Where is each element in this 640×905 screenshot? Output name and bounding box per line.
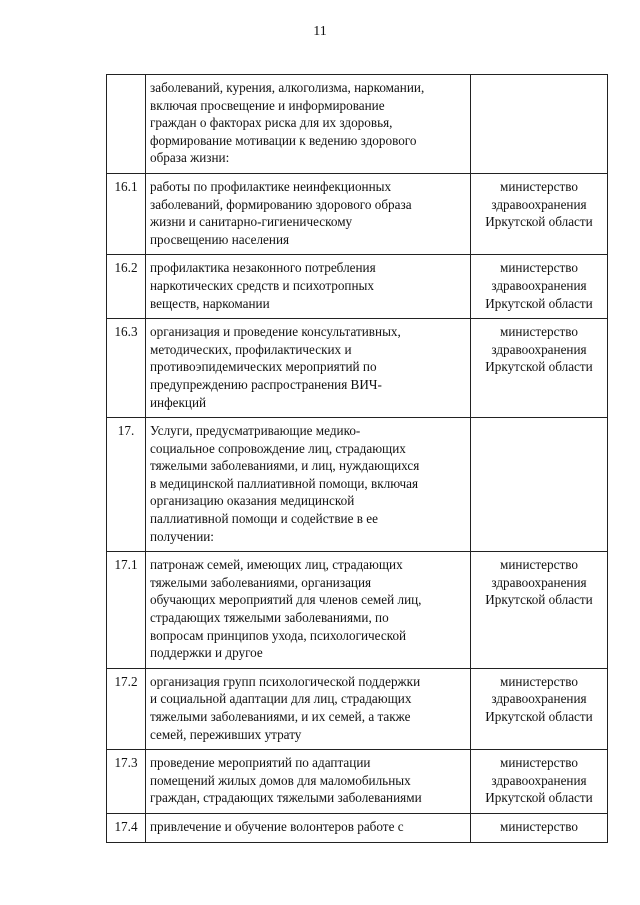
service-description: организация и проведение консультативных, методических, профилактических и противоэпидемических мероприятий по предупреждению распространения ВИЧ- инфекций [146,319,471,418]
table-row [107,173,608,254]
responsible-party: министерство [471,813,608,842]
service-description: заболеваний, курения, алкоголизма, наркомании, включая просвещение и информирование граждан о факторах риска для их здоровья, формирование мотивации к ведению здорового образа жизни: [146,75,471,174]
row-number: 17.2 [107,668,146,749]
service-description: проведение мероприятий по адаптации помещений жилых домов для маломобильных граждан, страдающих тяжелыми заболеваниями [146,750,471,814]
responsible-party: министерство здравоохранения Иркутской области [471,255,608,319]
service-description: патронаж семей, имеющих лиц, страдающих тяжелыми заболеваниями, организация обучающих мероприятий для членов семей лиц, страдающих тяжелыми заболеваниями, по вопросам принципов ухода, психологической поддержки и другое [146,552,471,669]
service-description: привлечение и обучение волонтеров работе с [146,813,471,842]
responsible-party [471,418,608,552]
services-table [106,74,608,843]
service-description: работы по профилактике неинфекционных заболеваний, формированию здорового образа жизни и санитарно-гигиеническому просвещению населения [146,173,471,254]
row-number [107,75,146,174]
responsible-party: министерство здравоохранения Иркутской области [471,319,608,418]
table-row [107,319,608,418]
row-number: 16.2 [107,255,146,319]
responsible-party: министерство здравоохранения Иркутской области [471,750,608,814]
responsible-party: министерство здравоохранения Иркутской области [471,552,608,669]
table-row [107,750,608,814]
responsible-party: министерство здравоохранения Иркутской области [471,173,608,254]
row-number: 17.1 [107,552,146,669]
responsible-party [471,75,608,174]
page-number: 11 [313,24,327,39]
row-number: 17.4 [107,813,146,842]
table-row [107,75,608,174]
row-number: 17. [107,418,146,552]
table-row [107,552,608,669]
row-number: 16.1 [107,173,146,254]
table-row [107,668,608,749]
table-row [107,418,608,552]
service-description: организация групп психологической поддержки и социальной адаптации для лиц, страдающих тяжелыми заболеваниями, и их семей, а также семей, переживших утрату [146,668,471,749]
responsible-party: министерство здравоохранения Иркутской области [471,668,608,749]
row-number: 16.3 [107,319,146,418]
table-row [107,813,608,842]
row-number: 17.3 [107,750,146,814]
table-row [107,255,608,319]
service-description: Услуги, предусматривающие медико- социальное сопровождение лиц, страдающих тяжелыми заболеваниями, и лиц, нуждающихся в медицинской паллиативной помощи, включая организацию оказания медицинской паллиативной помощи и содействие в ее получении: [146,418,471,552]
service-description: профилактика незаконного потребления наркотических средств и психотропных веществ, наркомании [146,255,471,319]
